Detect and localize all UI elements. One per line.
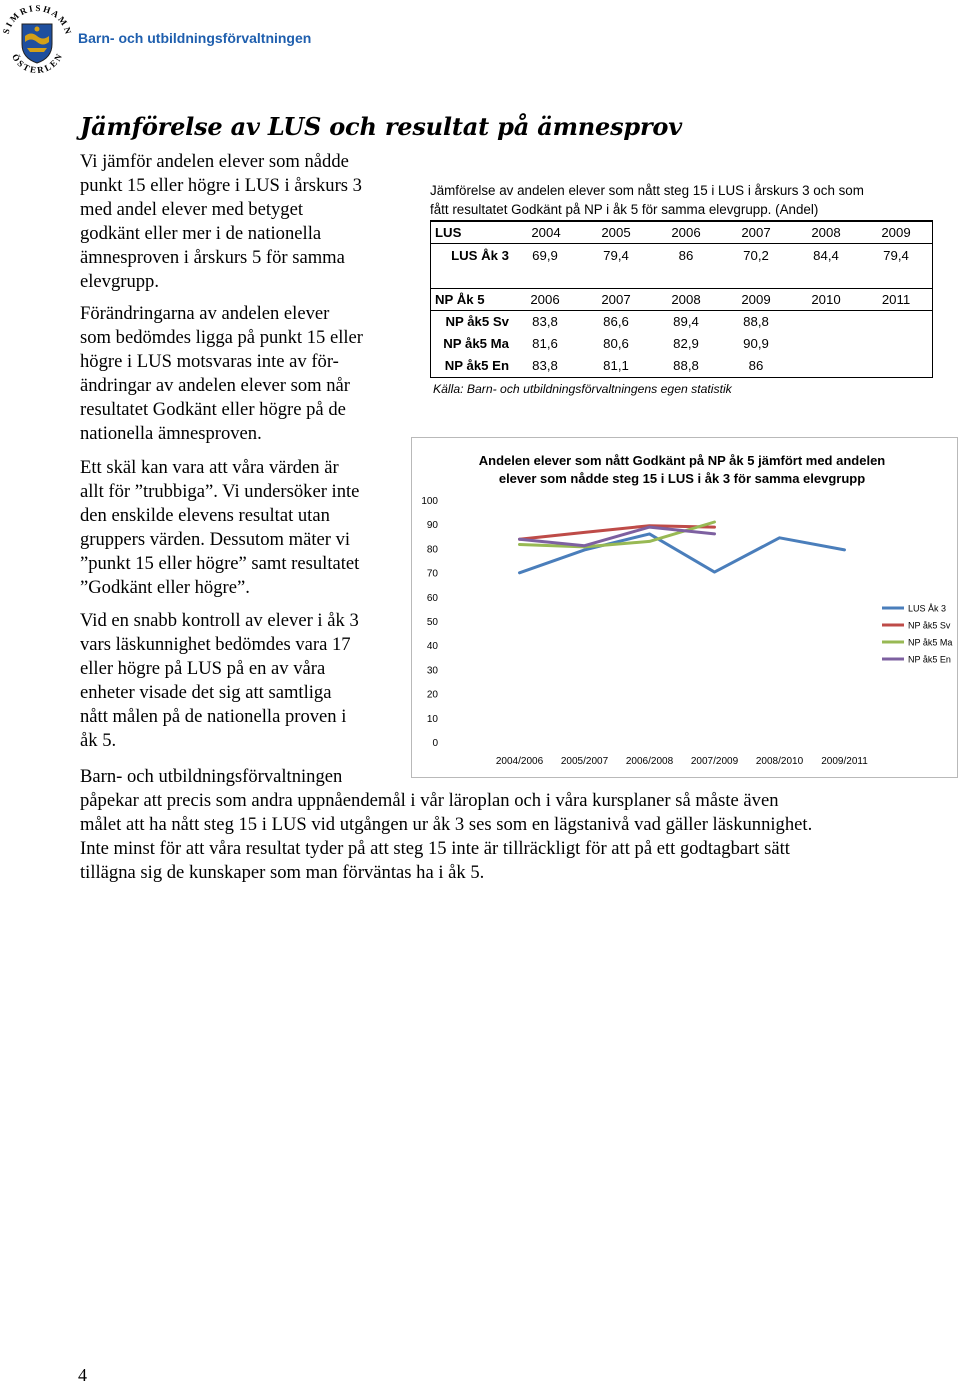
legend-label: NP åk5 Sv — [908, 620, 951, 631]
header-org-name: Barn- och utbildningsförvaltningen — [78, 30, 312, 46]
comparison-table — [430, 220, 933, 378]
chart-title-line: Andelen elever som nått Godkänt på NP åk 5 jämfört med andelen — [478, 453, 886, 468]
x-tick-label: 2005/2007 — [560, 756, 609, 767]
line-chart-frame — [411, 437, 958, 778]
x-tick-label: 2007/2009 — [690, 756, 739, 767]
paragraph-reason: Ett skäl kan vara att våra värden är allt för ”trubbiga”. Vi undersöker inte den enskilde elevens resultat utan gruppers värden. Dessutom mäter vi ”punkt 15 eller högre” samt resultatet ”Godkänt eller högre”. — [80, 457, 360, 598]
y-tick-label: 50 — [426, 617, 438, 628]
page-title: Jämförelse av LUS och resultat på ämnesprov — [80, 112, 682, 141]
paragraph-check: Vid en snabb kontroll av elever i åk 3 vars läskunnighet bedömdes vara 17 eller högre på LUS på en av våra enheter visade det sig att samtliga nått målen på de nationella proven i åk 5. — [80, 610, 359, 751]
logo-text-top: S I M R I S H A M N — [0, 2, 74, 36]
paragraph-conclusion: Barn- och utbildningsförvaltningen påpekar att precis som andra uppnåendemål i vår läroplan och i våra kursplaner så måste även målet att ha nått steg 15 i LUS vid utgången ur åk 3 ses som en lägstanivå vad gäller läskunnighet. Inte minst för att våra resultat tyder på att steg 15 inte är tillräckligt för att på ett godtagbart sätt tillägna sig de kunskaper som man förväntas ha i åk 5. — [80, 766, 813, 883]
paragraph-intro: Vi jämför andelen elever som nådde punkt 15 eller högre i LUS i årskurs 3 med andel elever med betyget godkänt eller mer i de nationella ämnesproven i årskurs 5 för samma elevgrupp. — [80, 151, 362, 292]
legend-label: NP åk5 Ma — [908, 637, 953, 648]
x-tick-label: 2004/2006 — [495, 756, 544, 767]
y-tick-label: 20 — [426, 689, 438, 701]
y-tick-label: 70 — [426, 568, 438, 580]
y-tick-label: 100 — [421, 496, 438, 507]
y-tick-label: 90 — [426, 520, 438, 532]
y-tick-label: 10 — [426, 713, 438, 725]
table-row-np-en: NP åk5 En 83,8 81,1 88,8 86 — [444, 357, 764, 373]
legend-label: LUS Åk 3 — [908, 603, 947, 614]
table-header-lus: LUS 2004 2005 2006 2007 2008 2009 — [435, 224, 911, 240]
y-tick-label: 30 — [426, 665, 438, 677]
logo-text-bottom: Ö S T E R L E N — [9, 52, 64, 76]
paragraph-changes: Förändringarna av andelen elever som bedömdes ligga på punkt 15 eller högre i LUS motsvaras inte av för- ändringar av andelen elever som når resultatet Godkänt eller högre på de nationella ämnesproven. — [80, 303, 363, 444]
y-tick-label: 40 — [426, 641, 438, 653]
x-tick-label: 2006/2008 — [625, 756, 674, 767]
series-line — [520, 534, 845, 573]
table-source: Källa: Barn- och utbildningsförvaltningens egen statistik — [433, 382, 732, 396]
table-caption: Jämförelse av andelen elever som nått steg 15 i LUS i årskurs 3 och som fått resultatet Godkänt på NP i åk 5 för samma elevgrupp. (Andel) — [430, 183, 864, 217]
simrishamn-logo — [0, 0, 74, 78]
y-tick-label: 80 — [426, 544, 438, 556]
table-row-lus: LUS Åk 3 69,9 79,4 86 70,2 84,4 79,4 — [451, 247, 909, 263]
chart-title-line: elever som nådde steg 15 i LUS i åk 3 för samma elevgrupp — [498, 471, 866, 486]
y-tick-label: 60 — [426, 592, 438, 604]
y-tick-label: 0 — [432, 738, 438, 749]
table-row-np-sv: NP åk5 Sv 83,8 86,6 89,4 88,8 — [445, 313, 769, 329]
line-chart — [412, 438, 957, 777]
page-number: 4 — [78, 1365, 87, 1385]
legend-label: NP åk5 En — [908, 654, 951, 665]
table-row-np-ma: NP åk5 Ma 81,6 80,6 82,9 90,9 — [443, 335, 769, 351]
x-tick-label: 2009/2011 — [821, 756, 868, 767]
table-header-np: NP Åk 5 2006 2007 2008 2009 2010 2011 — [435, 291, 911, 307]
x-tick-label: 2008/2010 — [755, 756, 804, 767]
